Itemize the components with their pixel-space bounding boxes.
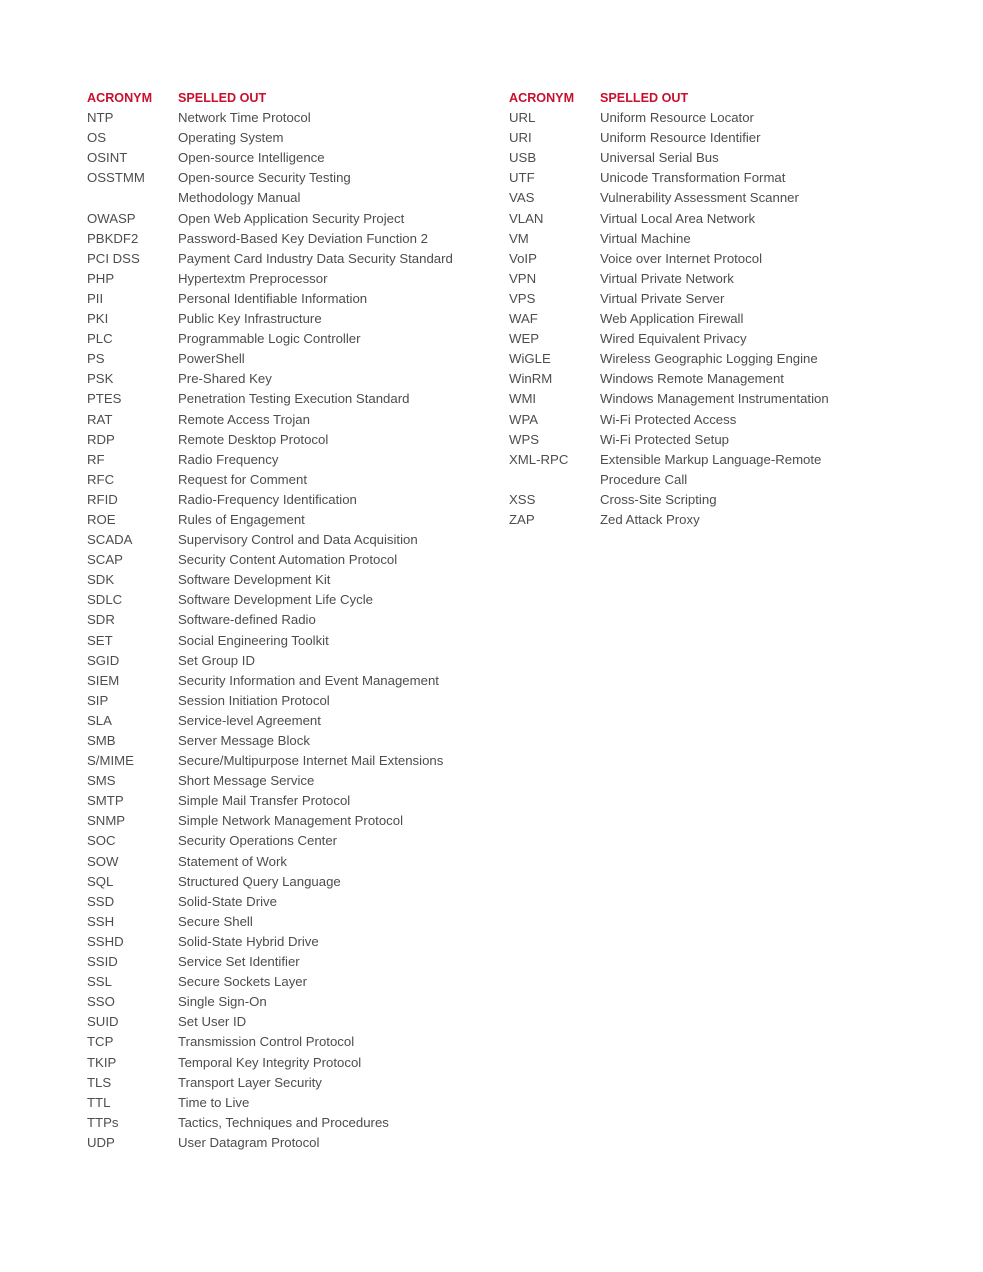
acronym-cell: URL <box>509 110 536 126</box>
table-row <box>87 590 487 610</box>
spelled-out-cell: Unicode Transformation Format <box>600 170 786 186</box>
table-row <box>87 470 487 490</box>
table-row <box>87 570 487 590</box>
table-row <box>87 188 487 208</box>
acronym-cell: VLAN <box>509 210 544 226</box>
acronym-table-right <box>509 88 909 530</box>
table-row <box>509 108 909 128</box>
acronym-cell: SIP <box>87 692 109 708</box>
table-row <box>87 952 487 972</box>
table-row <box>87 912 487 932</box>
table-row <box>87 510 487 530</box>
acronym-cell: TTL <box>87 1094 111 1110</box>
table-row <box>87 631 487 651</box>
spelled-out-cell: Radio-Frequency Identification <box>178 491 357 507</box>
table-row <box>87 490 487 510</box>
table-row <box>87 651 487 671</box>
acronym-cell: XSS <box>509 491 536 507</box>
table-row <box>87 430 487 450</box>
table-row <box>509 490 909 510</box>
acronym-cell: SUID <box>87 1014 119 1030</box>
spelled-out-cell: Open-source Security Testing <box>178 170 351 186</box>
acronym-cell: SSID <box>87 954 118 970</box>
acronym-table-left <box>87 88 487 1153</box>
acronym-cell: SQL <box>87 873 114 889</box>
acronym-cell: PLC <box>87 331 113 347</box>
spelled-out-cell: Time to Live <box>178 1094 250 1110</box>
table-row <box>87 309 487 329</box>
table-row <box>87 831 487 851</box>
table-row <box>509 229 909 249</box>
table-row <box>509 168 909 188</box>
table-row <box>87 1093 487 1113</box>
spelled-out-cell: Solid-State Drive <box>178 893 277 909</box>
spelled-out-cell: Service Set Identifier <box>178 954 300 970</box>
spelled-out-cell: Remote Access Trojan <box>178 411 310 427</box>
spelled-out-cell: User Datagram Protocol <box>178 1134 320 1150</box>
table-row <box>87 771 487 791</box>
acronym-cell: VAS <box>509 190 535 206</box>
table-row <box>87 369 487 389</box>
spelled-out-cell: Simple Network Management Protocol <box>178 813 404 829</box>
spelled-out-cell: Uniform Resource Locator <box>600 110 754 126</box>
spelled-out-cell: Open Web Application Security Project <box>178 210 405 226</box>
acronym-cell: WEP <box>509 331 540 347</box>
table-header <box>87 88 487 108</box>
acronym-cell: SCADA <box>87 532 133 548</box>
table-row <box>87 711 487 731</box>
spelled-out-cell: Solid-State Hybrid Drive <box>178 933 319 949</box>
acronym-cell: RFID <box>87 491 118 507</box>
acronym-cell: PCI DSS <box>87 250 140 266</box>
spelled-out-cell: Procedure Call <box>600 471 688 487</box>
spelled-out-cell: Server Message Block <box>178 733 310 748</box>
acronym-cell: PTES <box>87 391 122 407</box>
spelled-out-cell: Public Key Infrastructure <box>178 311 322 327</box>
acronym-cell: NTP <box>87 110 114 126</box>
acronym-cell: SOW <box>87 853 119 869</box>
table-row <box>509 510 909 530</box>
acronym-cell: PS <box>87 351 105 367</box>
spelled-out-cell: Rules of Engagement <box>178 511 305 527</box>
spelled-out-cell: Radio Frequency <box>178 451 279 467</box>
table-row <box>509 148 909 168</box>
spelled-out-cell: Transport Layer Security <box>178 1074 322 1090</box>
acronym-cell: OSSTMM <box>87 170 145 186</box>
table-row <box>509 349 909 369</box>
acronym-cell: WAF <box>509 311 538 327</box>
spelled-out-cell: Virtual Private Server <box>600 290 725 306</box>
spelled-out-cell: Methodology Manual <box>178 190 301 206</box>
acronym-cell: PKI <box>87 311 109 327</box>
acronym-cell: SIEM <box>87 672 120 688</box>
spelled-out-cell: Supervisory Control and Data Acquisition <box>178 532 418 548</box>
spelled-out-cell: Virtual Machine <box>600 230 691 246</box>
acronym-cell: PHP <box>87 270 115 286</box>
spelled-out-cell: Request for Comment <box>178 471 307 487</box>
acronym-cell: VM <box>509 230 529 246</box>
acronym-cell: SSO <box>87 994 115 1010</box>
acronym-cell: OSINT <box>87 150 128 166</box>
spelled-out-cell: Personal Identifiable Information <box>178 290 368 306</box>
spelled-out-cell: Pre-Shared Key <box>178 371 272 387</box>
acronym-cell: WiGLE <box>509 351 551 367</box>
acronym-column-header: ACRONYM <box>509 91 575 105</box>
spelled-out-cell: Secure/Multipurpose Internet Mail Extensions <box>178 753 444 769</box>
acronym-cell: SSHD <box>87 933 124 949</box>
spelled-out-cell: Zed Attack Proxy <box>600 511 700 527</box>
acronym-cell: SMB <box>87 733 116 748</box>
spelled-out-cell: Wi-Fi Protected Access <box>600 411 737 427</box>
spelled-out-cell: Virtual Private Network <box>600 270 734 286</box>
spelled-out-cell: Software Development Kit <box>178 572 331 588</box>
acronym-cell: SNMP <box>87 813 126 829</box>
table-row <box>509 309 909 329</box>
spelled-out-cell: PowerShell <box>178 351 245 367</box>
spelled-out-cell: Session Initiation Protocol <box>178 692 330 708</box>
table-row <box>87 811 487 831</box>
table-row <box>87 148 487 168</box>
acronym-cell: SDK <box>87 572 115 588</box>
acronym-cell: UDP <box>87 1134 115 1150</box>
acronym-cell: SLA <box>87 712 112 728</box>
table-row <box>87 410 487 430</box>
table-row <box>87 852 487 872</box>
acronym-cell: WinRM <box>509 371 553 387</box>
table-row <box>509 430 909 450</box>
table-row <box>87 791 487 811</box>
acronym-cell: TKIP <box>87 1054 117 1070</box>
table-row <box>509 470 909 490</box>
table-row <box>509 389 909 409</box>
table-row <box>87 610 487 630</box>
spelled-out-cell: Tactics, Techniques and Procedures <box>178 1114 389 1130</box>
spelled-out-cell: Statement of Work <box>178 853 287 869</box>
table-row <box>87 450 487 470</box>
table-row <box>87 269 487 289</box>
table-row <box>87 1012 487 1032</box>
spelled-out-cell: Software Development Life Cycle <box>178 592 373 608</box>
spelled-out-cell: Security Content Automation Protocol <box>178 552 398 568</box>
acronym-cell: XML-RPC <box>509 451 569 467</box>
table-row <box>87 892 487 912</box>
acronym-cell: SET <box>87 632 113 648</box>
acronym-cell: VPS <box>509 290 536 306</box>
spelled-out-column-header: SPELLED OUT <box>600 91 689 105</box>
spelled-out-cell: Short Message Service <box>178 773 315 789</box>
acronym-cell: WPA <box>509 411 539 427</box>
spelled-out-cell: Open-source Intelligence <box>178 150 325 166</box>
acronym-cell: SSD <box>87 893 115 909</box>
acronym-cell: WMI <box>509 391 537 407</box>
spelled-out-cell: Uniform Resource Identifier <box>600 130 761 146</box>
table-row <box>87 229 487 249</box>
acronym-cell: VPN <box>509 270 537 286</box>
table-row <box>87 731 487 751</box>
table-row <box>87 550 487 570</box>
table-row <box>87 530 487 550</box>
spelled-out-column-header: SPELLED OUT <box>178 91 267 105</box>
acronym-cell: SMTP <box>87 793 124 809</box>
spelled-out-cell: Software-defined Radio <box>178 612 316 628</box>
table-row <box>509 369 909 389</box>
spelled-out-cell: Cross-Site Scripting <box>600 491 717 507</box>
table-row <box>87 1073 487 1093</box>
spelled-out-cell: Single Sign-On <box>178 994 267 1010</box>
acronym-cell: SCAP <box>87 552 123 568</box>
acronym-cell <box>509 470 600 490</box>
acronym-cell: PSK <box>87 371 114 387</box>
table-row <box>509 269 909 289</box>
table-row <box>87 209 487 229</box>
spelled-out-cell: Windows Management Instrumentation <box>600 391 829 407</box>
spelled-out-cell: Wi-Fi Protected Setup <box>600 431 729 447</box>
acronym-cell: OWASP <box>87 210 136 226</box>
acronym-cell: RDP <box>87 431 115 447</box>
table-row <box>87 289 487 309</box>
table-row <box>509 249 909 269</box>
table-row <box>87 751 487 771</box>
table-header <box>509 88 909 108</box>
spelled-out-cell: Security Information and Event Management <box>178 672 439 688</box>
spelled-out-cell: Temporal Key Integrity Protocol <box>178 1054 362 1070</box>
spelled-out-cell: Penetration Testing Execution Standard <box>178 391 410 407</box>
acronym-cell: SDLC <box>87 592 123 608</box>
acronym-cell: URI <box>509 130 532 146</box>
table-row <box>509 209 909 229</box>
spelled-out-cell: Set User ID <box>178 1014 247 1030</box>
acronym-cell: PII <box>87 290 104 306</box>
spelled-out-cell: Service-level Agreement <box>178 712 321 728</box>
spelled-out-cell: Virtual Local Area Network <box>600 210 756 226</box>
spelled-out-cell: Web Application Firewall <box>600 311 744 327</box>
spelled-out-cell: Universal Serial Bus <box>600 150 719 166</box>
table-row <box>509 329 909 349</box>
spelled-out-cell: Simple Mail Transfer Protocol <box>178 793 351 809</box>
acronym-cell: SOC <box>87 833 116 849</box>
table-row <box>87 168 487 188</box>
spelled-out-cell: Hypertextm Preprocessor <box>178 270 328 286</box>
acronym-cell: USB <box>509 150 537 166</box>
acronym-cell: UTF <box>509 170 535 186</box>
spelled-out-cell: Password-Based Key Deviation Function 2 <box>178 230 428 246</box>
acronym-cell: RF <box>87 451 105 467</box>
spelled-out-cell: Transmission Control Protocol <box>178 1034 355 1050</box>
table-row <box>87 128 487 148</box>
acronym-cell: RAT <box>87 411 113 427</box>
spelled-out-cell: Programmable Logic Controller <box>178 331 361 347</box>
table-row <box>509 410 909 430</box>
spelled-out-cell: Vulnerability Assessment Scanner <box>600 190 799 206</box>
table-row <box>87 671 487 691</box>
acronym-cell: WPS <box>509 431 540 447</box>
spelled-out-cell: Payment Card Industry Data Security Standard <box>178 250 453 266</box>
spelled-out-cell: Secure Sockets Layer <box>178 974 308 990</box>
table-row <box>87 972 487 992</box>
acronym-cell: SMS <box>87 773 116 789</box>
table-row <box>87 1133 487 1153</box>
spelled-out-cell: Extensible Markup Language-Remote <box>600 451 822 467</box>
spelled-out-cell: Wireless Geographic Logging Engine <box>600 351 818 367</box>
spelled-out-cell: Wired Equivalent Privacy <box>600 331 747 347</box>
acronym-cell: SGID <box>87 652 120 668</box>
spelled-out-cell: Voice over Internet Protocol <box>600 250 763 266</box>
table-row <box>87 1113 487 1133</box>
acronym-cell: SSH <box>87 913 115 929</box>
table-row <box>509 450 909 470</box>
spelled-out-cell: Security Operations Center <box>178 833 338 849</box>
table-body <box>509 108 909 530</box>
acronym-cell: ROE <box>87 511 116 527</box>
table-body <box>87 108 487 1153</box>
table-row <box>87 1053 487 1073</box>
spelled-out-cell: Remote Desktop Protocol <box>178 431 329 447</box>
table-row <box>87 691 487 711</box>
spelled-out-cell: Operating System <box>178 130 284 146</box>
acronym-cell: TCP <box>87 1034 114 1050</box>
table-row <box>509 289 909 309</box>
table-row <box>509 128 909 148</box>
acronym-cell: TTPs <box>87 1114 119 1130</box>
acronym-cell: VoIP <box>509 250 537 266</box>
acronym-cell: SDR <box>87 612 115 628</box>
table-row <box>87 932 487 952</box>
spelled-out-cell: Set Group ID <box>178 652 255 668</box>
acronym-column-header: ACRONYM <box>87 91 153 105</box>
table-row <box>87 249 487 269</box>
acronym-cell: OS <box>87 130 107 146</box>
acronym-cell: ZAP <box>509 511 535 527</box>
acronym-cell: PBKDF2 <box>87 230 139 246</box>
acronym-cell: SSL <box>87 974 112 990</box>
table-row <box>87 872 487 892</box>
table-row <box>87 329 487 349</box>
acronym-cell: RFC <box>87 471 115 487</box>
spelled-out-cell: Social Engineering Toolkit <box>178 632 329 648</box>
table-row <box>87 349 487 369</box>
spelled-out-cell: Windows Remote Management <box>600 371 784 387</box>
table-row <box>87 108 487 128</box>
spelled-out-cell: Secure Shell <box>178 913 253 929</box>
acronym-cell: S/MIME <box>87 753 134 769</box>
table-row <box>87 389 487 409</box>
table-row <box>509 188 909 208</box>
spelled-out-cell: Network Time Protocol <box>178 110 311 126</box>
acronym-cell: TLS <box>87 1074 112 1090</box>
acronym-cell <box>87 188 178 208</box>
table-row <box>87 1032 487 1052</box>
spelled-out-cell: Structured Query Language <box>178 873 341 889</box>
table-row <box>87 992 487 1012</box>
